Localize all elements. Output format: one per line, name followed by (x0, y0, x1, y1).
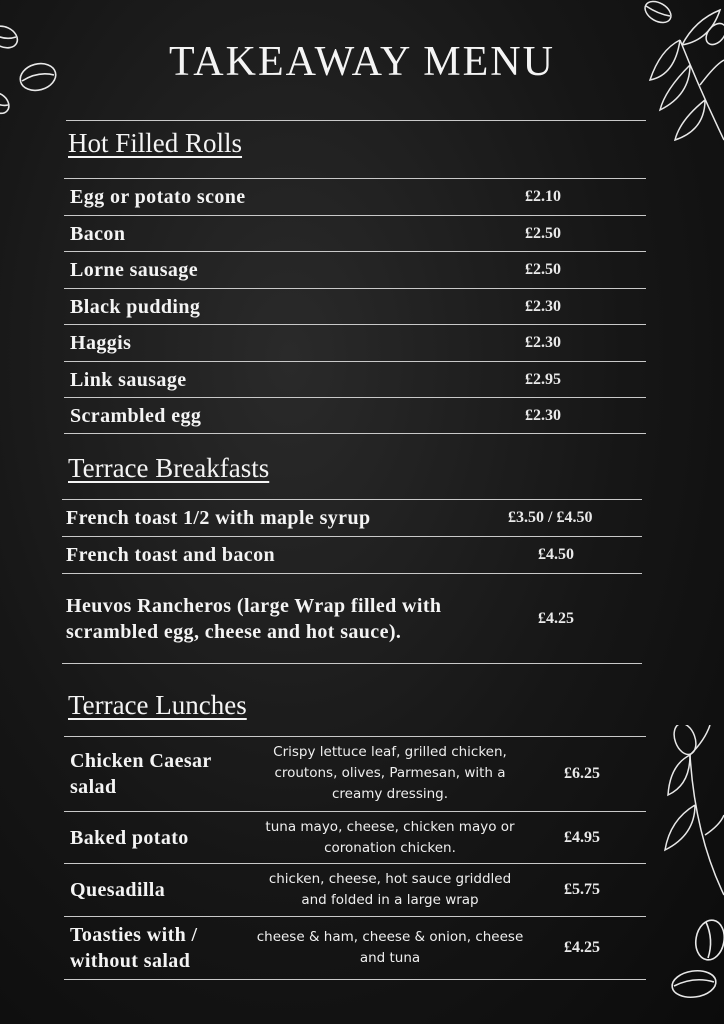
menu-row (64, 361, 646, 397)
item-name: Baked potato (70, 826, 189, 849)
item-name: Black pudding (70, 295, 201, 318)
menu-row (62, 536, 642, 573)
menu-row (64, 916, 646, 980)
item-name: Lorne sausage (70, 259, 198, 281)
section-title: Terrace Lunches (68, 690, 247, 720)
item-price: £2.95 (525, 370, 561, 388)
page-title: TAKEAWAY MENU (169, 39, 555, 85)
item-name: Egg or potato scone (70, 186, 246, 208)
item-description: chicken, cheese, hot sauce griddled and folded in a large wrap (268, 871, 512, 908)
item-price: £4.95 (564, 828, 600, 846)
item-price: £5.75 (564, 881, 600, 898)
menu-row (64, 324, 646, 361)
item-name: Toasties with / without salad (70, 924, 198, 972)
item-name: Haggis (70, 332, 132, 354)
item-price: £2.50 (525, 224, 561, 242)
item-description: Crispy lettuce leaf, grilled chicken, croutons, olives, Parmesan, with a creamy dressing. (273, 744, 507, 802)
item-description: cheese & ham, cheese & onion, cheese and tuna (256, 929, 524, 966)
menu-row (64, 251, 646, 288)
menu-row (62, 573, 642, 664)
menu-row (64, 288, 646, 324)
section-title: Terrace Breakfasts (68, 453, 270, 483)
menu-row (62, 499, 642, 536)
item-price: £2.30 (525, 297, 561, 315)
item-name: Bacon (70, 222, 126, 245)
leaf-branch-icon (650, 725, 724, 905)
item-price: £3.50 / £4.50 (508, 509, 593, 526)
item-price: £2.50 (525, 261, 561, 278)
item-name: French toast 1/2 with maple syrup (66, 507, 371, 529)
coffee-bean-icon (660, 910, 724, 1024)
item-price: £2.30 (525, 334, 561, 351)
section-title: Hot Filled Rolls (68, 128, 243, 158)
item-price: £4.25 (538, 609, 574, 627)
section-divider (66, 120, 646, 121)
item-name: Heuvos Rancheros (large Wrap filled with scrambled egg, cheese and hot sauce). (66, 594, 442, 643)
item-name: French toast and bacon (66, 544, 276, 566)
item-name: Scrambled egg (70, 404, 202, 427)
menu-row (64, 811, 646, 863)
menu-row (64, 215, 646, 251)
item-name: Link sausage (70, 368, 187, 391)
item-price: £6.25 (564, 765, 600, 782)
item-price: £2.30 (525, 406, 561, 424)
menu-row (64, 736, 646, 811)
item-description: tuna mayo, cheese, chicken mayo or coronation chicken. (265, 819, 515, 856)
item-price: £4.50 (538, 546, 574, 563)
menu-row (64, 397, 646, 434)
item-name: Chicken Caesar salad (70, 750, 212, 798)
item-price: £4.25 (564, 939, 600, 956)
menu-row (64, 863, 646, 916)
item-name: Quesadilla (70, 879, 166, 901)
item-price: £2.10 (525, 188, 561, 205)
menu-row (64, 178, 646, 215)
